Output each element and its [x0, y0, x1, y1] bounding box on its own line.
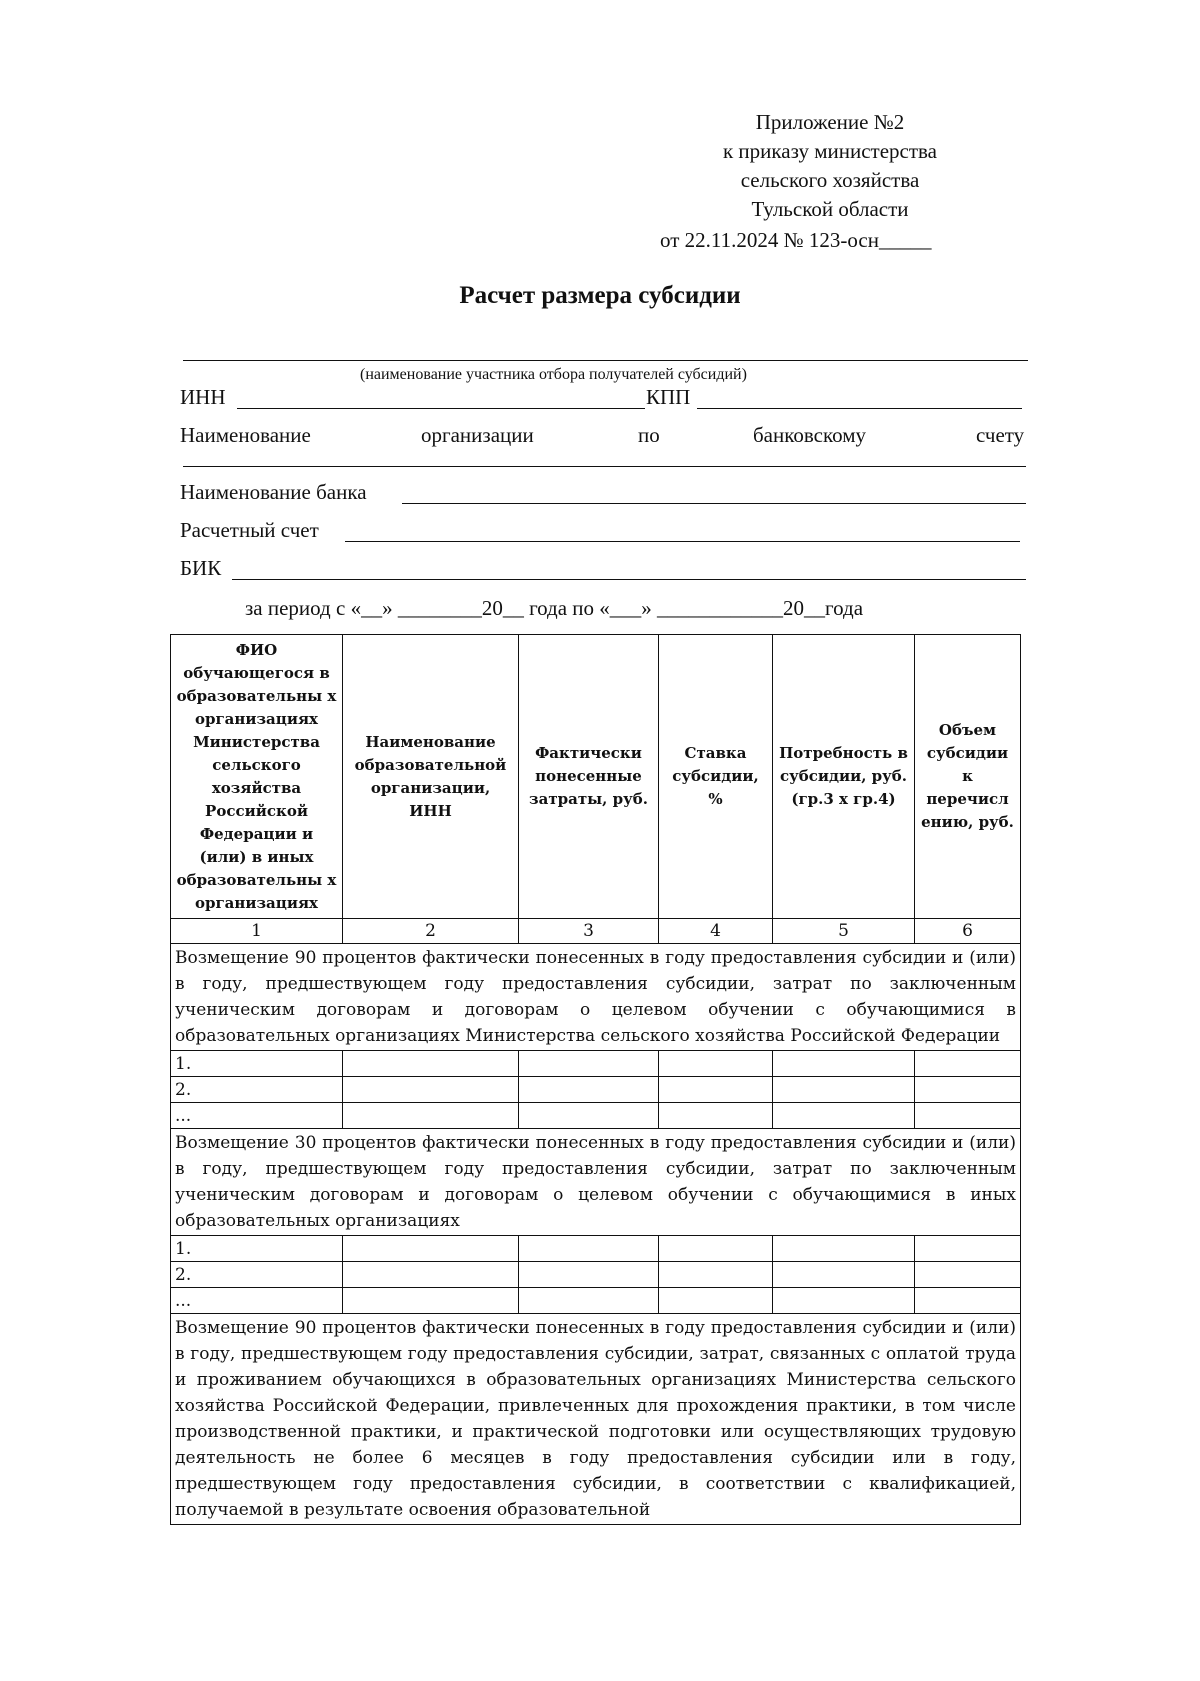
account-label: Расчетный счет: [180, 518, 319, 542]
order-date-number: от 22.11.2024 № 123-осн_____: [660, 228, 932, 252]
org-name-word-3: по: [638, 423, 660, 447]
table-row: [171, 1288, 1021, 1314]
row-label: ...: [171, 1288, 343, 1314]
table-cell: [343, 1288, 519, 1314]
inn-line: [237, 408, 645, 409]
table-cell: [659, 1077, 773, 1103]
col-header-volume: Объем субсидии к перечисл ению, руб.: [915, 635, 1021, 919]
section-1-text: Возмещение 90 процентов фактически понесенных в году предоставления субсидии и (или) в году, предшествующем году предоставления субсидии, затрат по заключенным ученическим договорам и договорам о целевом обучении с обучающимися в образовательных организациях Министерства сельского хозяйства Российской Федерации: [171, 944, 1021, 1051]
org-name-word-4: банковскому: [753, 423, 867, 447]
table-cell: [519, 1236, 659, 1262]
row-label: 2.: [171, 1077, 343, 1103]
participant-name-line: [183, 360, 1028, 361]
section-2-text: Возмещение 30 процентов фактически понесенных в году предоставления субсидии и (или) в году, предшествующем году предоставления субсидии, затрат по заключенным ученическим договорам и договорам о целевом обучении с обучающимися в иных образовательных организациях: [171, 1129, 1021, 1236]
table-cell: [343, 1236, 519, 1262]
table-cell: [659, 1103, 773, 1129]
table-cell: [519, 1103, 659, 1129]
table-cell: [519, 1288, 659, 1314]
bank-name-label: Наименование банка: [180, 480, 367, 504]
row-label: ...: [171, 1103, 343, 1129]
table-cell: [915, 1288, 1021, 1314]
table-row: [171, 1051, 1021, 1077]
row-label: 2.: [171, 1262, 343, 1288]
header-line-1: Приложение №2: [755, 110, 905, 134]
bik-label: БИК: [180, 556, 222, 580]
table-cell: [659, 1288, 773, 1314]
table-cell: [343, 1077, 519, 1103]
table-cell: [773, 1288, 915, 1314]
header-line-2: к приказу министерства: [722, 139, 938, 163]
table-cell: [659, 1051, 773, 1077]
bank-name-line: [402, 503, 1026, 504]
table-cell: [343, 1103, 519, 1129]
table-cell: [659, 1262, 773, 1288]
table-cell: [343, 1262, 519, 1288]
table-row: [171, 1236, 1021, 1262]
col-header-rate: Ставка субсидии, %: [659, 635, 773, 919]
table-row: [171, 1103, 1021, 1129]
table-cell: [915, 1103, 1021, 1129]
section-row: [171, 1129, 1021, 1236]
table-cell: [773, 1262, 915, 1288]
table-cell: [773, 1103, 915, 1129]
account-line: [345, 541, 1020, 542]
table-cell: [343, 1051, 519, 1077]
col-number: 5: [773, 919, 915, 944]
org-name-word-5: счету: [976, 423, 1025, 447]
table-cell: [915, 1236, 1021, 1262]
header-line-4: Тульской области: [751, 197, 909, 221]
table-cell: [773, 1236, 915, 1262]
col-number: 6: [915, 919, 1021, 944]
col-number: 1: [171, 919, 343, 944]
participant-caption: (наименование участника отбора получателей субсидий): [360, 366, 747, 383]
col-header-fio: ФИО обучающегося в образовательны х организациях Министерства сельского хозяйства Российской Федерации и (или) в иных образовательны х организациях: [171, 635, 343, 919]
org-name-line: [183, 466, 1026, 467]
table-row: [171, 1262, 1021, 1288]
header-line-3: сельского хозяйства: [740, 168, 920, 192]
org-name-word-2: организации: [421, 423, 534, 447]
table-header-row: [171, 635, 1021, 919]
col-header-need: Потребность в субсидии, руб. (гр.3 х гр.4): [773, 635, 915, 919]
column-numbers-row: [171, 919, 1021, 944]
table-cell: [519, 1051, 659, 1077]
kpp-line: [697, 408, 1022, 409]
inn-label: ИНН: [180, 385, 226, 409]
section-row: [171, 1314, 1021, 1525]
table-cell: [659, 1236, 773, 1262]
table-row: [171, 1077, 1021, 1103]
kpp-label: КПП: [646, 385, 691, 409]
subsidy-table: [170, 634, 1021, 1525]
col-header-costs: Фактически понесенные затраты, руб.: [519, 635, 659, 919]
col-number: 3: [519, 919, 659, 944]
table-cell: [519, 1077, 659, 1103]
section-3-text: Возмещение 90 процентов фактически понесенных в году предоставления субсидии и (или) в году, предшествующем году предоставления субсидии, затрат, связанных с оплатой труда и проживанием обучающихся в образовательных организациях Министерства сельского хозяйства Российской Федерации, привлеченных для прохождения практики, в том числе производственной практики, и практической подготовки или осуществляющих трудовую деятельность не более 6 месяцев в году предоставления субсидии или в году, предшествующем году предоставления субсидии, в соответствии с квалификацией, получаемой в результате освоения образовательной: [171, 1314, 1021, 1525]
section-row: [171, 944, 1021, 1051]
table-cell: [915, 1262, 1021, 1288]
col-number: 4: [659, 919, 773, 944]
col-header-org: Наименование образовательной организации, ИНН: [343, 635, 519, 919]
row-label: 1.: [171, 1051, 343, 1077]
table-cell: [773, 1077, 915, 1103]
table-cell: [773, 1051, 915, 1077]
bik-line: [232, 579, 1026, 580]
org-name-word-1: Наименование: [180, 423, 311, 447]
table-cell: [915, 1077, 1021, 1103]
page-title: Расчет размера субсидии: [459, 282, 741, 309]
table-cell: [915, 1051, 1021, 1077]
period-line: за период с «__» ________20__ года по «___» ____________20__года: [245, 596, 864, 620]
col-number: 2: [343, 919, 519, 944]
row-label: 1.: [171, 1236, 343, 1262]
table-cell: [519, 1262, 659, 1288]
